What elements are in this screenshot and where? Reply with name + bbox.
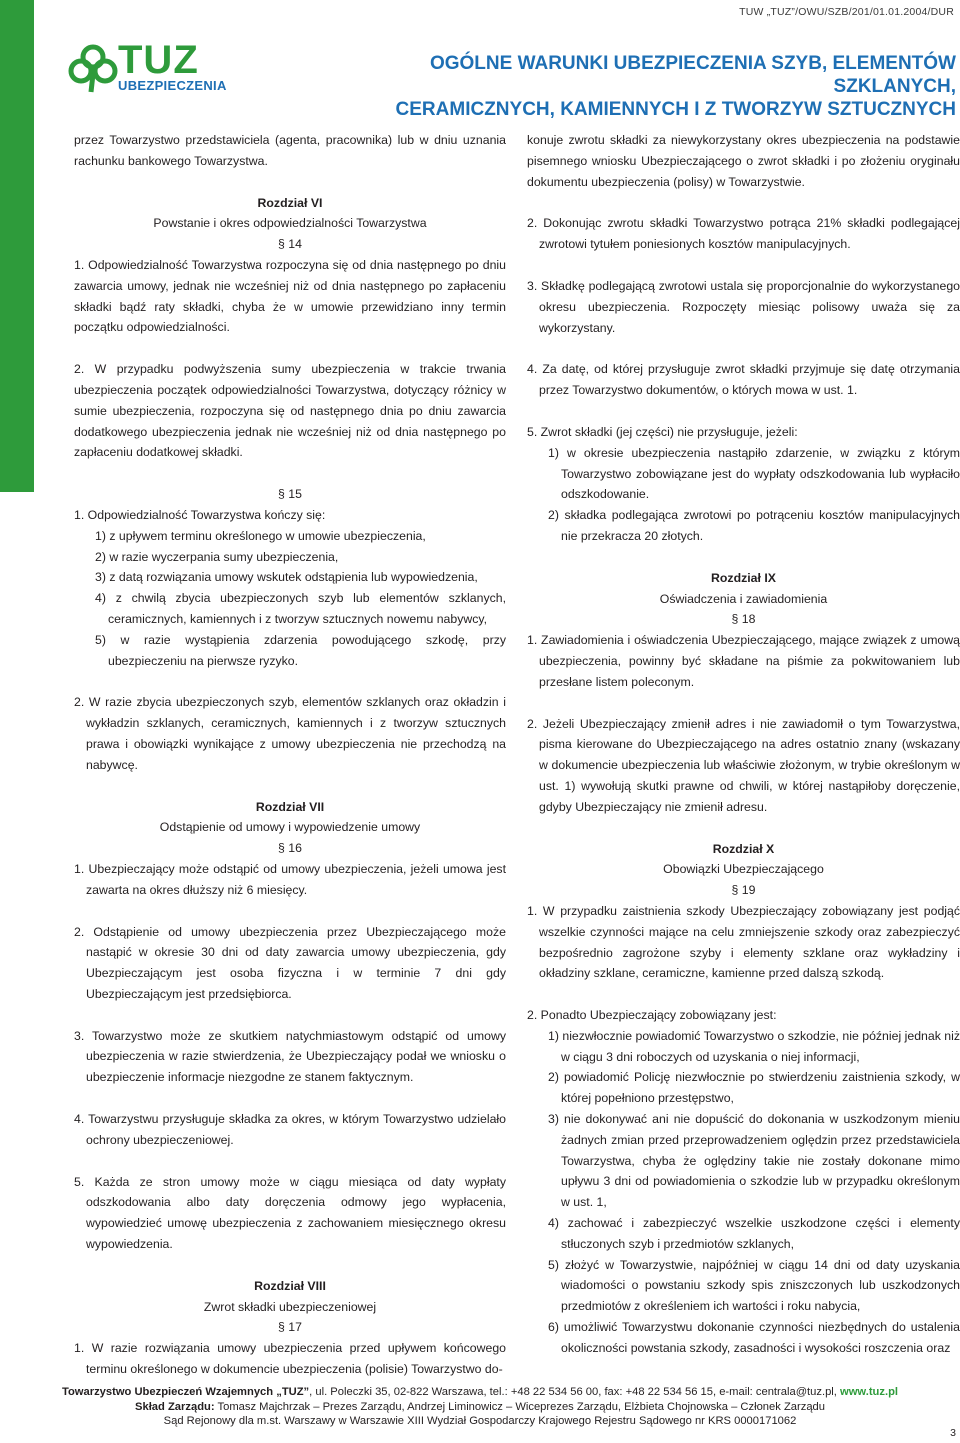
footer-court-line: Sąd Rejonowy dla m.st. Warszawy w Warszawie XIII Wydział Gospodarczy Krajowego Rejestru Sądowego nr KRS 0000171062 — [163, 1415, 797, 1427]
paragraph: 2. W przypadku podwyższenia sumy ubezpieczenia w trakcie trwania ubezpieczenia początek odpowiedzialności Towarzystwa, dotyczący różnicy w sumie ubezpieczenia, rozpoczyna się od następnego dnia po dniu zawarcia dodatkowego ubezpieczenia jednak nie wcześniej niż od dnia następnego po zapłaceniu dodatkowej składki. — [74, 362, 506, 460]
list-item: 6) umożliwić Towarzystwu dokonanie czynności niezbędnych do ustalenia okoliczności powstania szkody, zasadności i wysokości roszczenia oraz — [548, 1320, 960, 1355]
logo-wordmark: TUZ — [118, 38, 199, 82]
chapter-heading: Rozdział VI — [257, 195, 323, 210]
chapter-heading: Rozdział IX — [711, 570, 776, 585]
chapter-title: Zwrot składki ubezpieczeniowej — [203, 1299, 377, 1314]
list-item: 2) powiadomić Policję niezwłocznie po stwierdzeniu zaistnienia szkody, w której popełniono przestępstwo, — [548, 1070, 960, 1106]
list-item: 5) w razie wystąpienia zdarzenia powodującego szkodę, przy ubezpieczeniu na pierwsze ryzyko. — [95, 632, 506, 668]
title-line-2: CERAMICZNYCH, KAMIENNYCH I Z TWORZYW SZTUCZNYCH — [395, 99, 956, 120]
footer-board-line — [0, 1400, 960, 1415]
list-item: 5) złożyć w Towarzystwie, najpóźniej w ciągu 14 dni od daty uzyskania wiadomości o powstaniu szkody spis zniszczonych lub uszkodzonych przedmiotów z określeniem ich wartości i roku nabycia, — [548, 1257, 960, 1314]
list-item: 3) nie dokonywać ani nie dopuścić do dokonania w uszkodzonym mieniu żadnych zmian przed przeprowadzeniem oględzin przez przedstawiciela Towarzystwa, chyba że oględziny takie nie zostały dokonane mimo upływu 3 dni od powiadomienia o szkodzie lub w przypadku określonym w ust. 1, — [548, 1112, 960, 1210]
footer-website-link[interactable]: www.tuz.pl — [840, 1386, 899, 1398]
right-column — [527, 130, 960, 1359]
clover-logo-icon — [68, 44, 118, 94]
chapter-title: Powstanie i okres odpowiedzialności Towarzystwa — [153, 216, 427, 231]
footer-board-members: Tomasz Majchrzak – Prezes Zarządu, Andrzej Liminowicz – Wiceprezes Zarządu, Elżbieta Chojnowska – Członek Zarządu — [214, 1400, 825, 1413]
paragraph: 1. Zawiadomienia i oświadczenia Ubezpieczającego, mające związek z umową ubezpieczenia, powinny być składane na piśmie za pokwitowaniem lub przesłane listem poleconym. — [527, 633, 960, 689]
section-number: § 19 — [731, 883, 756, 898]
section-number: § 14 — [278, 237, 302, 252]
paragraph: przez Towarzystwo przedstawiciela (agenta, pracownika) lub w dniu uznania rachunku bankowego Towarzystwa. — [74, 133, 506, 168]
paragraph: 1. Ubezpieczający może odstąpić od umowy ubezpieczenia, jeżeli umowa jest zawarta na okres dłuższy niż 6 miesięcy. — [74, 861, 506, 897]
paragraph: 1. W razie rozwiązania umowy ubezpieczenia przed upływem końcowego terminu określonego w dokumencie ubezpieczenia (polisie) Towarzystwo do- — [74, 1341, 506, 1377]
paragraph: 4. Towarzystwu przysługuje składka za okres, w którym Towarzystwo udzielało ochrony ubezpieczeniowej. — [74, 1112, 506, 1147]
section-number: § 16 — [278, 841, 302, 856]
paragraph: 2. Ponadto Ubezpieczający zobowiązany jest: — [527, 1008, 777, 1023]
paragraph: 2. Jeżeli Ubezpieczający zmienił adres i nie zawiadomił o tym Towarzystwa, pisma kierowane do Ubezpieczającego na adres ostatnio znany (wskazany w dokumencie ubezpieczenia lub właściwie złożonym, w trybie określonym w ust. 1) wywołują skutki prawne od chwili, w której nastąpiłoby doręczenie, gdyby Ubezpieczający nie zmienił adresu. — [527, 716, 960, 814]
logo-subtitle: UBEZPIECZENIA — [118, 78, 227, 93]
chapter-title: Obowiązki Ubezpieczającego — [663, 862, 824, 877]
left-column — [74, 130, 506, 1380]
section-number: § 18 — [731, 612, 756, 627]
paragraph: 1. W przypadku zaistnienia szkody Ubezpieczający zobowiązany jest podjąć wszelkie czynności mające na celu zmniejszenie szkody oraz zabezpieczyć bezpośrednio zagrożone szyby i elementy szklane oraz wykładziny i okładziny szklane, ceramiczne, kamienne przed dalszą szkodą. — [527, 903, 960, 981]
list-item: 1) w okresie ubezpieczenia nastąpiło zdarzenie, w związku z którym Towarzystwo zobowiązane jest do wypłaty odszkodowania lub wypłaciło odszkodowanie. — [548, 445, 960, 502]
paragraph: 4. Za datę, od której przysługuje zwrot składki przyjmuje się datę otrzymania przez Towarzystwo dokumentów, o których mowa w ust. 1. — [527, 362, 960, 398]
chapter-title: Oświadczenia i zawiadomienia — [659, 591, 828, 606]
list-item: 2) składka podlegająca zwrotowi po potrąceniu kosztów manipulacyjnych nie przekracza 20 złotych. — [548, 508, 960, 543]
paragraph: 2. W razie zbycia ubezpieczonych szyb, elementów szklanych oraz okładzin i wykładzin szklanych, ceramicznych, kamiennych i z tworzyw sztucznych prawa i obowiązki wynikające z umowy ubezpieczenia nie przechodzą na nabywcę. — [74, 695, 506, 772]
paragraph: 2. Odstąpienie od umowy ubezpieczenia przez Ubezpieczającego może nastąpić w okresie 30 dni od daty zawarcia umowy ubezpieczenia, gdy Ubezpieczającym jest osoba fizyczna i w terminie 7 dni gdy Ubezpieczającym jest przedsiębiorca. — [74, 924, 506, 1001]
paragraph: 2. Dokonując zwrotu składki Towarzystwo potrąca 21% składki podlegającej zwrotowi tytułem poniesionych kosztów manipulacyjnych. — [527, 216, 960, 252]
list-item: 3) z datą rozwiązania umowy wskutek odstąpienia lub wypowiedzenia, — [95, 570, 478, 585]
list-item: 4) z chwilą zbycia ubezpieczonych szyb lub elementów szklanych, ceramicznych, kamiennych i z tworzyw sztucznych nowemu nabywcy, — [95, 591, 506, 626]
document-reference: TUW „TUZ”/OWU/SZB/201/01.01.2004/DUR — [739, 6, 954, 18]
paragraph: 1. Odpowiedzialność Towarzystwa rozpoczyna się od dnia następnego po dniu zawarcia umowy, jednak nie wcześniej niż od dnia następnego po zapłaceniu składki bądź raty składki, chyba że w umowie przewidziano inny termin początku odpowiedzialności. — [74, 257, 506, 335]
chapter-heading: Rozdział X — [712, 841, 775, 856]
page-footer — [0, 1385, 960, 1429]
chapter-title: Odstąpienie od umowy i wypowiedzenie umowy — [159, 820, 421, 835]
page-number: 3 — [950, 1427, 956, 1439]
list-item: 4) zachować i zabezpieczyć wszelkie uszkodzone części i elementy stłuczonych szyb i przedmiotów szklanych, — [548, 1216, 960, 1251]
paragraph: 3. Towarzystwo może ze skutkiem natychmiastowym odstąpić od umowy ubezpieczenia w razie stwierdzenia, że Ubezpieczający podał we wniosku o ubezpieczenie informacje niezgodne ze stanem faktycznym. — [74, 1028, 506, 1085]
paragraph: konuje zwrotu składki za niewykorzystany okres ubezpieczenia na podstawie pisemnego wniosku Ubezpieczającego o zwrot składki i po złożeniu oryginału dokumentu ubezpieczenia (polisy) w Towarzystwie. — [527, 133, 960, 189]
section-number: § 17 — [278, 1320, 302, 1335]
list-item: 2) w razie wyczerpania sumy ubezpieczenia, — [95, 549, 339, 564]
chapter-heading: Rozdział VIII — [254, 1278, 326, 1293]
paragraph: 1. Odpowiedzialność Towarzystwa kończy się: — [74, 507, 326, 522]
footer-company-name: Towarzystwo Ubezpieczeń Wzajemnych „TUZ” — [61, 1386, 310, 1398]
paragraph: 3. Składkę podlegającą zwrotowi ustala się proporcjonalnie do wykorzystanego okresu ubezpieczenia. Rozpoczęty miesiąc polisowy uważa się za wykorzystany. — [527, 278, 960, 335]
document-title — [316, 52, 956, 121]
chapter-heading: Rozdział VII — [255, 799, 325, 814]
paragraph: 5. Zwrot składki (jej części) nie przysługuje, jeżeli: — [527, 424, 798, 439]
section-number: § 15 — [278, 487, 302, 502]
footer-address: , ul. Poleczki 35, 02-822 Warszawa, tel.: +48 22 534 56 00, fax: +48 22 534 56 15, e-mail: centrala@tuz.pl, — [309, 1386, 841, 1398]
paragraph: 5. Każda ze stron umowy może w ciągu miesiąca od daty wypłaty odszkodowania albo daty doręczenia odmowy jego wypłacenia, wypowiedzieć umowę ubezpieczenia z zachowaniem miesięcznego okresu wypowiedzenia. — [74, 1174, 506, 1252]
footer-company-line — [0, 1385, 960, 1400]
list-item: 1) z upływem terminu określonego w umowie ubezpieczenia, — [95, 528, 426, 543]
tuz-logo — [68, 38, 238, 100]
green-side-bar — [0, 0, 34, 492]
title-line-1: OGÓLNE WARUNKI UBEZPIECZENIA SZYB, ELEMENTÓW SZKLANYCH, — [429, 53, 956, 97]
footer-board-label: Skład Zarządu: — [135, 1400, 215, 1413]
list-item: 1) niezwłocznie powiadomić Towarzystwo o szkodzie, nie później jednak niż w ciągu 3 dni roboczych od uzyskania o niej informacji, — [548, 1028, 960, 1064]
